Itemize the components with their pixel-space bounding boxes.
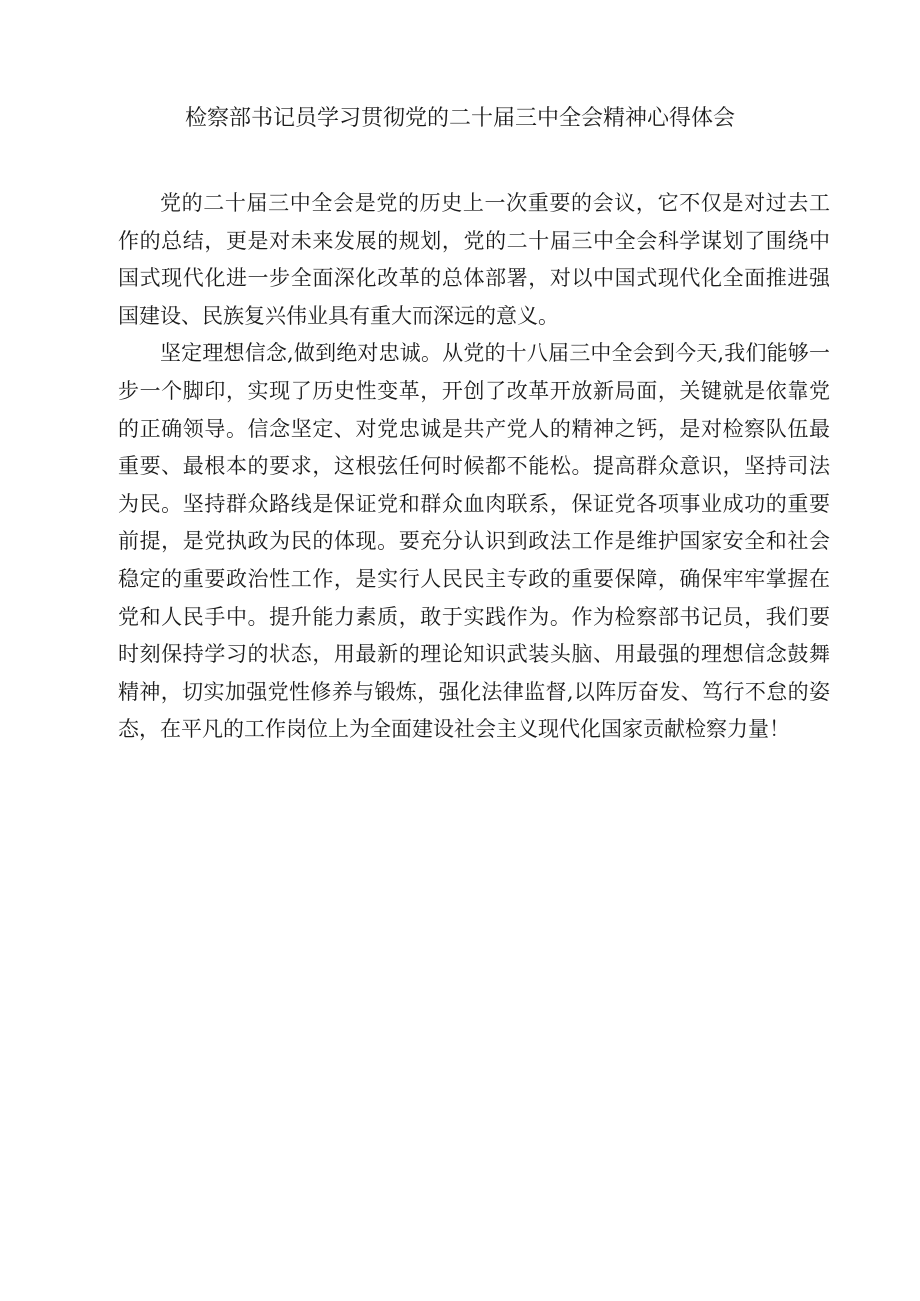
document-title: 检察部书记员学习贯彻党的二十届三中全会精神心得体会 xyxy=(184,106,735,131)
document-body xyxy=(118,185,830,749)
paragraph: 坚定理想信念,做到绝对忠诚。从党的十八届三中全会到今天,我们能够一步一个脚印，实现了历史性变革，开创了改革开放新局面，关键就是依靠党的正确领导。信念坚定、对党忠诚是共产党人的精神之钙，是对检察队伍最重要、最根本的要求，这根弦任何时候都不能松。提高群众意识，坚持司法为民。坚持群众路线是保证党和群众血肉联系，保证党各项事业成功的重要前提，是党执政为民的体现。要充分认识到政法工作是维护国家安全和社会稳定的重要政治性工作，是实行人民民主专政的重要保障，确保牢牢掌握在党和人民手中。提升能力素质，敢于实践作为。作为检察部书记员，我们要时刻保持学习的状态，用最新的理论知识武装头脑、用最强的理想信念鼓舞精神，切实加强党性修养与锻炼，强化法律监督,以阵厉奋发、笃行不怠的姿态，在平凡的工作岗位上为全面建设社会主义现代化国家贡献检察力量！ xyxy=(118,341,830,742)
paragraph: 党的二十届三中全会是党的历史上一次重要的会议，它不仅是对过去工作的总结，更是对未来发展的规划，党的二十届三中全会科学谋划了围绕中国式现代化进一步全面深化改革的总体部署，对以中国式现代化全面推进强国建设、民族复兴伟业具有重大而深远的意义。 xyxy=(118,191,830,328)
